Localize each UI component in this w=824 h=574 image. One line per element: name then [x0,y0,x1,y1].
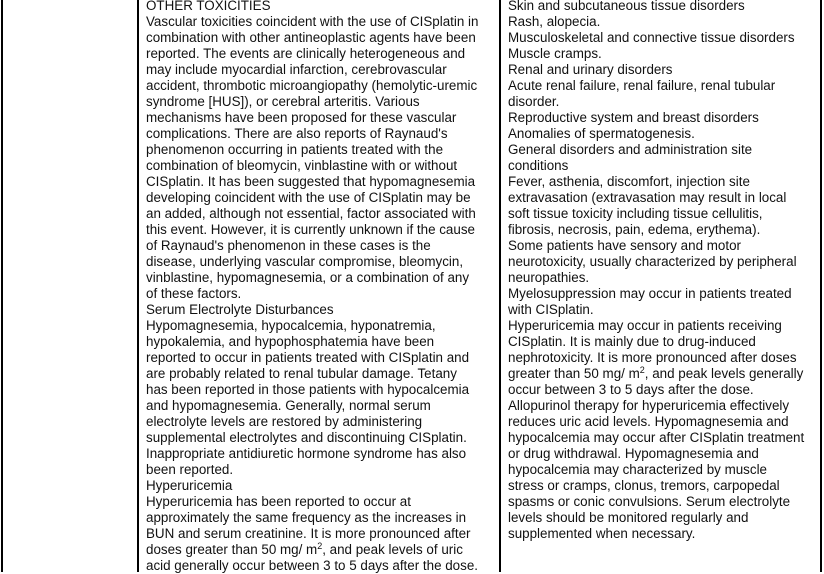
text-line [146,542,500,558]
text-line: Vascular toxicities coincident with the use of CISplatin in [146,14,479,29]
text-line: accident, thrombotic microangiopathy (hemolytic-uremic [146,78,478,93]
text-fragment: , and peak levels generally [644,366,804,381]
text-line: Rash, alopecia. [508,14,601,29]
text-line: nephrotoxicity. It is more pronounced after doses [508,350,797,365]
text-line: CISplatin. It is mainly due to drug-induced [508,334,756,349]
text-line: extravasation (extravasation may result in local [508,190,787,205]
text-line: may include myocardial infarction, cerebrovascular [146,62,447,77]
text-line: reported to occur in patients treated with CISplatin and [146,350,470,365]
text-line: Serum Electrolyte Disturbances [146,302,334,317]
text-line: complications. There are also reports of Raynaud's [146,126,448,141]
text-line: spasms or conic convulsions. Serum electrolyte [508,494,791,509]
superscript: 2 [317,541,323,551]
text-line: of these factors. [146,286,242,301]
text-line: Reproductive system and breast disorders [508,110,759,125]
text-line [508,366,818,382]
text-line: vinblastine, hypomagnesemia, or a combination of any [146,270,470,285]
text-line: acid generally occur between 3 to 5 days after the dose. [146,558,478,573]
text-line: Hyperuricemia has been reported to occur at [146,494,411,509]
text-line: combination with other antineoplastic agents have been [146,30,476,45]
text-line: CISplatin. It has been suggested that hypomagnesemia [146,174,476,189]
text-line: of Raynaud's phenomenon in these cases is the [146,238,431,253]
left-column [1,0,138,572]
text-line: are probably related to renal tubular damage. Tetany [146,366,457,381]
text-line: mechanisms have been proposed for these vascular [146,110,457,125]
text-line: with CISplatin. [508,302,594,317]
text-line: General disorders and administration site [508,142,753,157]
text-line: Fever, asthenia, discomfort, injection site [508,174,750,189]
text-line: BUN and serum creatinine. It is more pronounced after [146,526,471,541]
text-fragment: doses greater than 50 mg/ m [146,542,318,557]
text-line: an added, although not essential, factor associated with [146,206,476,221]
text-line: Some patients have sensory and motor [508,238,741,253]
text-line: Inappropriate antidiuretic hormone syndrome has also [146,446,467,461]
text-line: reported. The events are clinically heterogeneous and [146,46,466,61]
text-line: has been reported in those patients with hypocalcemia [146,382,470,397]
text-line: supplemental electrolytes and discontinuing CISplatin. [146,430,467,445]
text-line: syndrome [HUS]), or cerebral arteritis. Various [146,94,420,109]
text-line: Anomalies of spermatogenesis. [508,126,695,141]
text-line: fibrosis, necrosis, pain, edema, erythema). [508,222,761,237]
superscript: 2 [639,365,645,375]
text-line: phenomenon occurring in patients treated with the [146,142,444,157]
text-line: disease, underlying vascular compromise, bleomycin, [146,254,464,269]
text-line: supplemented when necessary. [508,526,696,541]
text-line: hypocalcemia may characterized by muscle [508,462,767,477]
text-line: approximately the same frequency as the increases in [146,510,467,525]
section-heading: OTHER TOXICITIES [146,0,271,13]
right-column [499,0,822,572]
text-line: Skin and subcutaneous tissue disorders [508,0,745,13]
text-line: Myelosuppression may occur in patients treated [508,286,792,301]
text-line: stress or cramps, clonus, tremors, carpopedal [508,478,780,493]
text-line: combination of bleomycin, vinblastine with or without [146,158,458,173]
text-line: neuropathies. [508,270,590,285]
text-line: electrolyte levels are restored by administering [146,414,423,429]
text-line: soft tissue toxicity including tissue cellulitis, [508,206,763,221]
text-line: Allopurinol therapy for hyperuricemia effectively [508,398,790,413]
text-line: Acute renal failure, renal failure, renal tubular [508,78,776,93]
text-line: Hyperuricemia may occur in patients receiving [508,318,782,333]
text-line: hypocalcemia may occur after CISplatin treatment [508,430,805,445]
text-line: and hypomagnesemia. Generally, normal serum [146,398,431,413]
text-line: this event. However, it is currently unknown if the cause [146,222,475,237]
text-fragment: , and peak levels of uric [322,542,463,557]
text-line: Renal and urinary disorders [508,62,673,77]
text-line: hypokalemia, and hypophosphatemia have been [146,334,435,349]
text-line: disorder. [508,94,560,109]
text-line: Musculoskeletal and connective tissue disorders [508,30,795,45]
middle-column [137,0,500,572]
text-line: conditions [508,158,569,173]
text-line: Hypomagnesemia, hypocalcemia, hyponatremia, [146,318,436,333]
text-line: been reported. [146,462,234,477]
text-line: developing coincident with the use of CISplatin may be [146,190,471,205]
text-line: reduces uric acid levels. Hypomagnesemia and [508,414,789,429]
text-line: or drug withdrawal. Hypomagnesemia and [508,446,759,461]
text-line: Hyperuricemia [146,478,233,493]
text-line: levels should be monitored regularly and [508,510,749,525]
text-line: occur between 3 to 5 days after the dose. [508,382,754,397]
text-line: neurotoxicity, usually characterized by peripheral [508,254,797,269]
text-line: Muscle cramps. [508,46,602,61]
text-fragment: greater than 50 mg/ m [508,366,640,381]
